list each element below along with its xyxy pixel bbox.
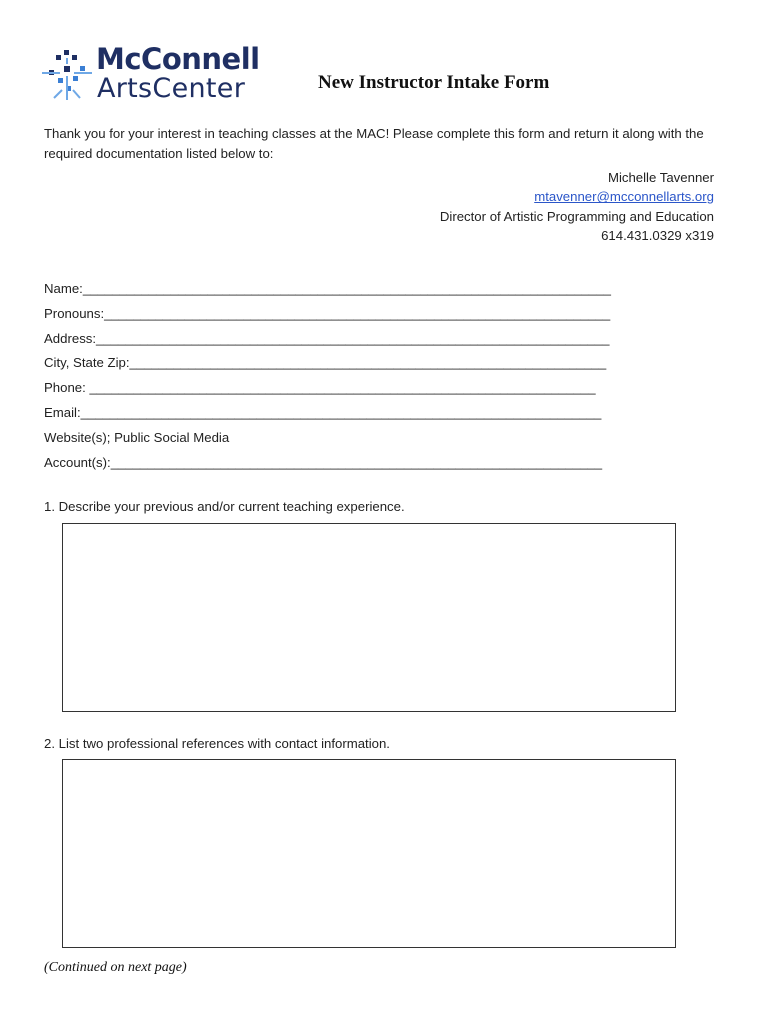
website-social-label: Website(s); Public Social Media (44, 429, 230, 445)
pronouns-field[interactable]: Pronouns:_____________________________________________________________________ (44, 305, 611, 321)
city-state-zip-field[interactable]: City, State Zip:_________________________________________________________________ (44, 355, 607, 371)
logo-text-mcconnell: McConnell (96, 42, 260, 76)
email-field[interactable]: Email:_______________________________________________________________________ (44, 404, 602, 420)
question-professional-references: 2. List two professional references with contact information. (44, 736, 390, 751)
mcconnell-arts-center-logo (40, 44, 280, 106)
applicant-info-fields (44, 277, 611, 475)
name-field[interactable]: Name:________________________________________________________________________ (44, 281, 611, 296)
phone-field[interactable]: Phone: _____________________________________________________________________ (44, 380, 596, 396)
question-teaching-experience: 1. Describe your previous and/or current teaching experience. (44, 499, 405, 514)
contact-email-link[interactable]: mtavenner@mcconnellarts.org (534, 189, 714, 205)
contact-title: Director of Artistic Programming and Education (439, 208, 714, 224)
professional-references-answer-box[interactable] (62, 759, 676, 948)
address-field[interactable]: Address:______________________________________________________________________ (44, 330, 610, 346)
contact-phone: 614.431.0329 x319 (601, 228, 714, 244)
continued-note: (Continued on next page) (44, 960, 187, 975)
form-title: New Instructor Intake Form (318, 72, 550, 93)
teaching-experience-answer-box[interactable] (62, 523, 676, 712)
intro-paragraph: Thank you for your interest in teaching classes at the MAC! Please complete this form and return it along with the required documentation listed below to: (44, 126, 704, 161)
contact-name: Michelle Tavenner (607, 170, 714, 185)
logo-text-artscenter: ArtsCenter (97, 73, 246, 104)
contact-block (440, 168, 714, 246)
logo-star-mark-icon (40, 46, 94, 102)
social-accounts-field[interactable]: Account(s):___________________________________________________________________ (44, 454, 603, 470)
